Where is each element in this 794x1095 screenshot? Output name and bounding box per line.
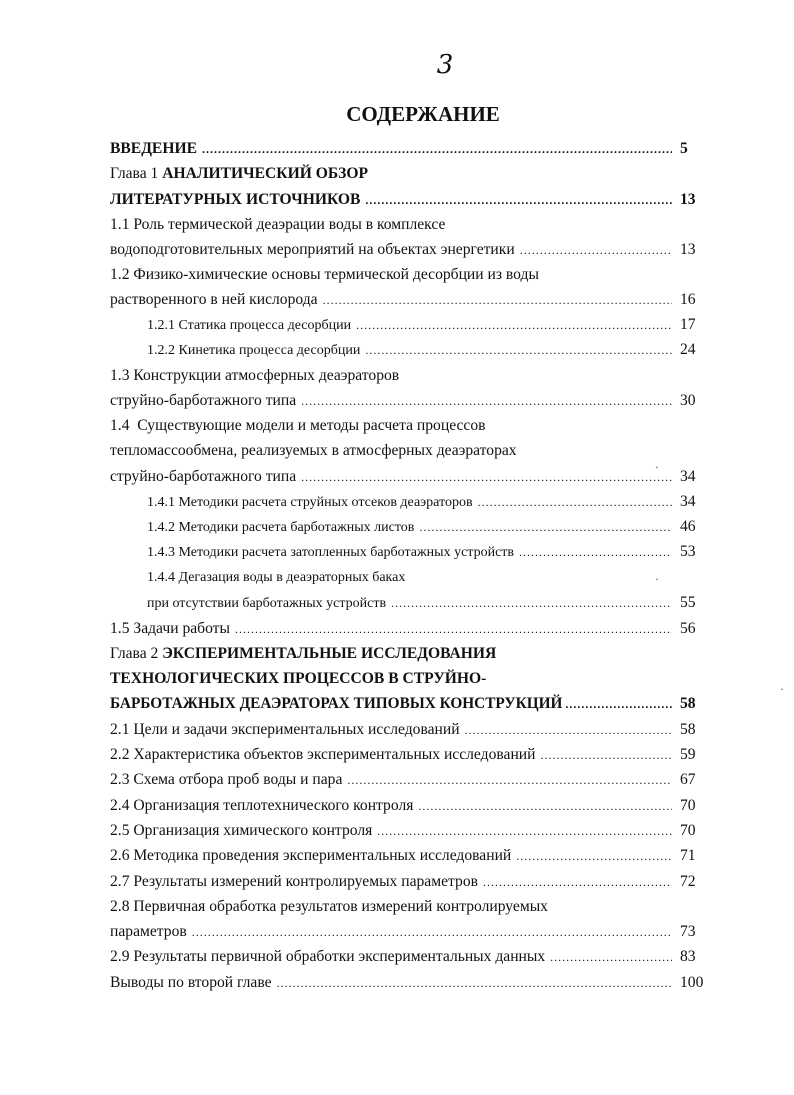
toc-entry-1-3[interactable]: [110, 365, 670, 387]
toc-entry-2-3[interactable]: [110, 769, 696, 791]
toc-entry-1-5[interactable]: [110, 618, 696, 640]
toc-entry-2-7[interactable]: [110, 871, 696, 893]
toc-chapter-prefix: Глава 2: [110, 645, 163, 662]
toc-label: 2.4 Организация теплотехнического контроля: [110, 797, 414, 814]
toc-leader-dots: [520, 239, 672, 261]
toc-leader-dots: [365, 189, 672, 211]
toc-entry-1-1-cont[interactable]: [110, 239, 696, 261]
toc-label: 1.4.4 Дегазация воды в деаэраторных баках: [147, 570, 406, 585]
toc-page-number: 13: [680, 241, 696, 258]
toc-entry-2-5[interactable]: [110, 820, 696, 842]
toc-entry-1-2[interactable]: [110, 264, 670, 286]
toc-page-number: 70: [680, 822, 696, 839]
toc-page-number: 58: [680, 695, 696, 712]
toc-page-number: 67: [680, 771, 696, 788]
toc-entry-1-4-4-cont[interactable]: [147, 592, 696, 614]
toc-label: 2.7 Результаты измерений контролируемых параметров: [110, 873, 478, 890]
toc-label: 1.5 Задачи работы: [110, 620, 230, 637]
toc-label: 1.4.3 Методики расчета затопленных барботажных устройств: [147, 545, 515, 560]
page-title: СОДЕРЖАНИЕ: [346, 102, 500, 126]
toc-page-number: 24: [680, 341, 696, 358]
toc-label: 2.3 Схема отбора проб воды и пара: [110, 771, 343, 788]
toc-entry-2-6[interactable]: [110, 845, 696, 867]
toc-leader-dots: [301, 390, 672, 412]
toc-label: 2.5 Организация химического контроля: [110, 822, 373, 839]
toc-leader-dots: [478, 491, 672, 513]
toc-label: 2.8 Первичная обработка результатов измерений контролируемых: [110, 898, 548, 915]
toc-page-number: 56: [680, 620, 696, 637]
scan-mark: ·: [780, 682, 784, 696]
toc-label: 1.4.1 Методики расчета струйных отсеков деаэраторов: [147, 495, 473, 510]
toc-page-number: 53: [680, 543, 696, 560]
toc-entry-2-2[interactable]: [110, 744, 696, 766]
toc-label: тепломассообмена, реализуемых в атмосферных деаэраторах: [110, 442, 517, 459]
toc-entry-1-2-cont[interactable]: [110, 289, 696, 311]
toc-entry-2-8[interactable]: [110, 896, 690, 918]
toc-leader-dots: [550, 946, 672, 968]
toc-entry-chapter-2[interactable]: [110, 643, 690, 665]
toc-label: параметров: [110, 923, 187, 940]
scan-mark: ˏ: [655, 455, 659, 469]
toc-page-number: 71: [680, 847, 696, 864]
toc-leader-dots: [192, 921, 672, 943]
scan-mark: ·: [655, 572, 659, 586]
toc-page-number: 5: [680, 140, 688, 157]
toc-label: струйно-барботажного типа: [110, 392, 297, 409]
toc-entry-2-9[interactable]: [110, 946, 696, 968]
toc-page-number: 46: [680, 518, 696, 535]
toc-page-number: 17: [680, 316, 696, 333]
toc-entry-1-4-cont2[interactable]: [110, 466, 696, 488]
toc-entry-chapter-1-cont[interactable]: [110, 189, 696, 211]
toc-label: 1.4 Существующие модели и методы расчета процессов: [110, 417, 486, 434]
toc-leader-dots: [356, 314, 672, 336]
toc-page-number: 13: [680, 191, 696, 208]
toc-entry-chapter-1[interactable]: [110, 163, 670, 185]
toc-page-number: 73: [680, 923, 696, 940]
toc-page-number: 59: [680, 746, 696, 763]
toc-entry-2-8-cont[interactable]: [110, 921, 696, 943]
toc-entry-1-3-cont[interactable]: [110, 390, 696, 412]
toc-label: 1.1 Роль термической деаэрации воды в комплексе: [110, 216, 446, 233]
toc-leader-dots: [277, 972, 672, 994]
toc-entry-intro[interactable]: [110, 138, 688, 160]
toc-entry-1-4[interactable]: [110, 415, 670, 437]
toc-page-number: 72: [680, 873, 696, 890]
toc-entry-conclusions[interactable]: [110, 972, 704, 994]
toc-label: 1.2.2 Кинетика процесса десорбции: [147, 343, 361, 358]
toc-page-number: 83: [680, 948, 696, 965]
toc-leader-dots: [419, 516, 672, 538]
toc-label: 2.9 Результаты первичной обработки экспериментальных данных: [110, 948, 546, 965]
toc-leader-dots: [365, 339, 672, 361]
toc-leader-dots: [418, 795, 672, 817]
toc-entry-1-4-2[interactable]: [147, 516, 696, 538]
toc-label: водоподготовительных мероприятий на объектах энергетики: [110, 241, 515, 258]
toc-label: АНАЛИТИЧЕСКИЙ ОБЗОР: [162, 165, 369, 182]
toc-entry-1-4-1[interactable]: [147, 491, 696, 513]
toc-label: при отсутствии барботажных устройств: [147, 596, 387, 611]
toc-entry-1-4-cont[interactable]: [110, 440, 670, 462]
toc-leader-dots: [465, 719, 672, 741]
toc-leader-dots: [483, 871, 672, 893]
toc-label: Выводы по второй главе: [110, 974, 272, 991]
toc-page-number: 34: [680, 468, 696, 485]
toc-label: 2.6 Методика проведения экспериментальных исследований: [110, 847, 512, 864]
toc-leader-dots: [519, 541, 672, 563]
toc-leader-dots: [541, 744, 673, 766]
toc-leader-dots: [301, 466, 672, 488]
toc-label: ЛИТЕРАТУРНЫХ ИСТОЧНИКОВ: [110, 191, 361, 208]
toc-entry-1-2-2[interactable]: [147, 339, 696, 361]
toc-label: струйно-барботажного типа: [110, 468, 297, 485]
page-number: 3: [436, 50, 454, 80]
toc-label: 1.2 Физико-химические основы термической десорбции из воды: [110, 266, 539, 283]
toc-entry-2-4[interactable]: [110, 795, 696, 817]
toc-label: 1.4.2 Методики расчета барботажных листов: [147, 520, 415, 535]
toc-entry-1-4-3[interactable]: [147, 541, 696, 563]
toc-page-number: 70: [680, 797, 696, 814]
toc-leader-dots: [516, 845, 672, 867]
toc-entry-2-1[interactable]: [110, 719, 696, 741]
toc-entry-1-1[interactable]: [110, 214, 670, 236]
toc-leader-dots: [565, 693, 672, 715]
toc-chapter-prefix: Глава 1: [110, 165, 163, 182]
toc-page-number: 100: [680, 974, 704, 991]
toc-entry-chapter-2-cont2[interactable]: [110, 693, 696, 715]
toc-label: БАРБОТАЖНЫХ ДЕАЭРАТОРАХ ТИПОВЫХ КОНСТРУКЦИЙ: [110, 695, 563, 712]
toc-leader-dots: [347, 769, 672, 791]
toc-page-number: 58: [680, 721, 696, 738]
toc-label: 1.2.1 Статика процесса десорбции: [147, 318, 352, 333]
toc-label: 1.3 Конструкции атмосферных деаэраторов: [110, 367, 400, 384]
toc-label: 2.1 Цели и задачи экспериментальных исследований: [110, 721, 460, 738]
toc-entry-1-2-1[interactable]: [147, 314, 696, 336]
toc-label: ЭКСПЕРИМЕНТАЛЬНЫЕ ИССЛЕДОВАНИЯ: [162, 645, 497, 662]
toc-page-number: 34: [680, 493, 696, 510]
toc-label: ТЕХНОЛОГИЧЕСКИХ ПРОЦЕССОВ В СТРУЙНО-: [110, 670, 487, 687]
toc-leader-dots: [377, 820, 672, 842]
toc-entry-1-4-4[interactable]: [147, 567, 647, 589]
toc-page-number: 30: [680, 392, 696, 409]
toc-page-number: 16: [680, 291, 696, 308]
toc-leader-dots: [202, 138, 672, 160]
toc-label: растворенного в ней кислорода: [110, 291, 318, 308]
toc-leader-dots: [323, 289, 672, 311]
toc-label: 2.2 Характеристика объектов экспериментальных исследований: [110, 746, 536, 763]
toc-page-number: 55: [680, 594, 696, 611]
toc-entry-chapter-2-cont[interactable]: [110, 668, 690, 690]
toc-leader-dots: [235, 618, 672, 640]
toc-label: ВВЕДЕНИЕ: [110, 140, 197, 157]
toc-leader-dots: [391, 592, 672, 614]
